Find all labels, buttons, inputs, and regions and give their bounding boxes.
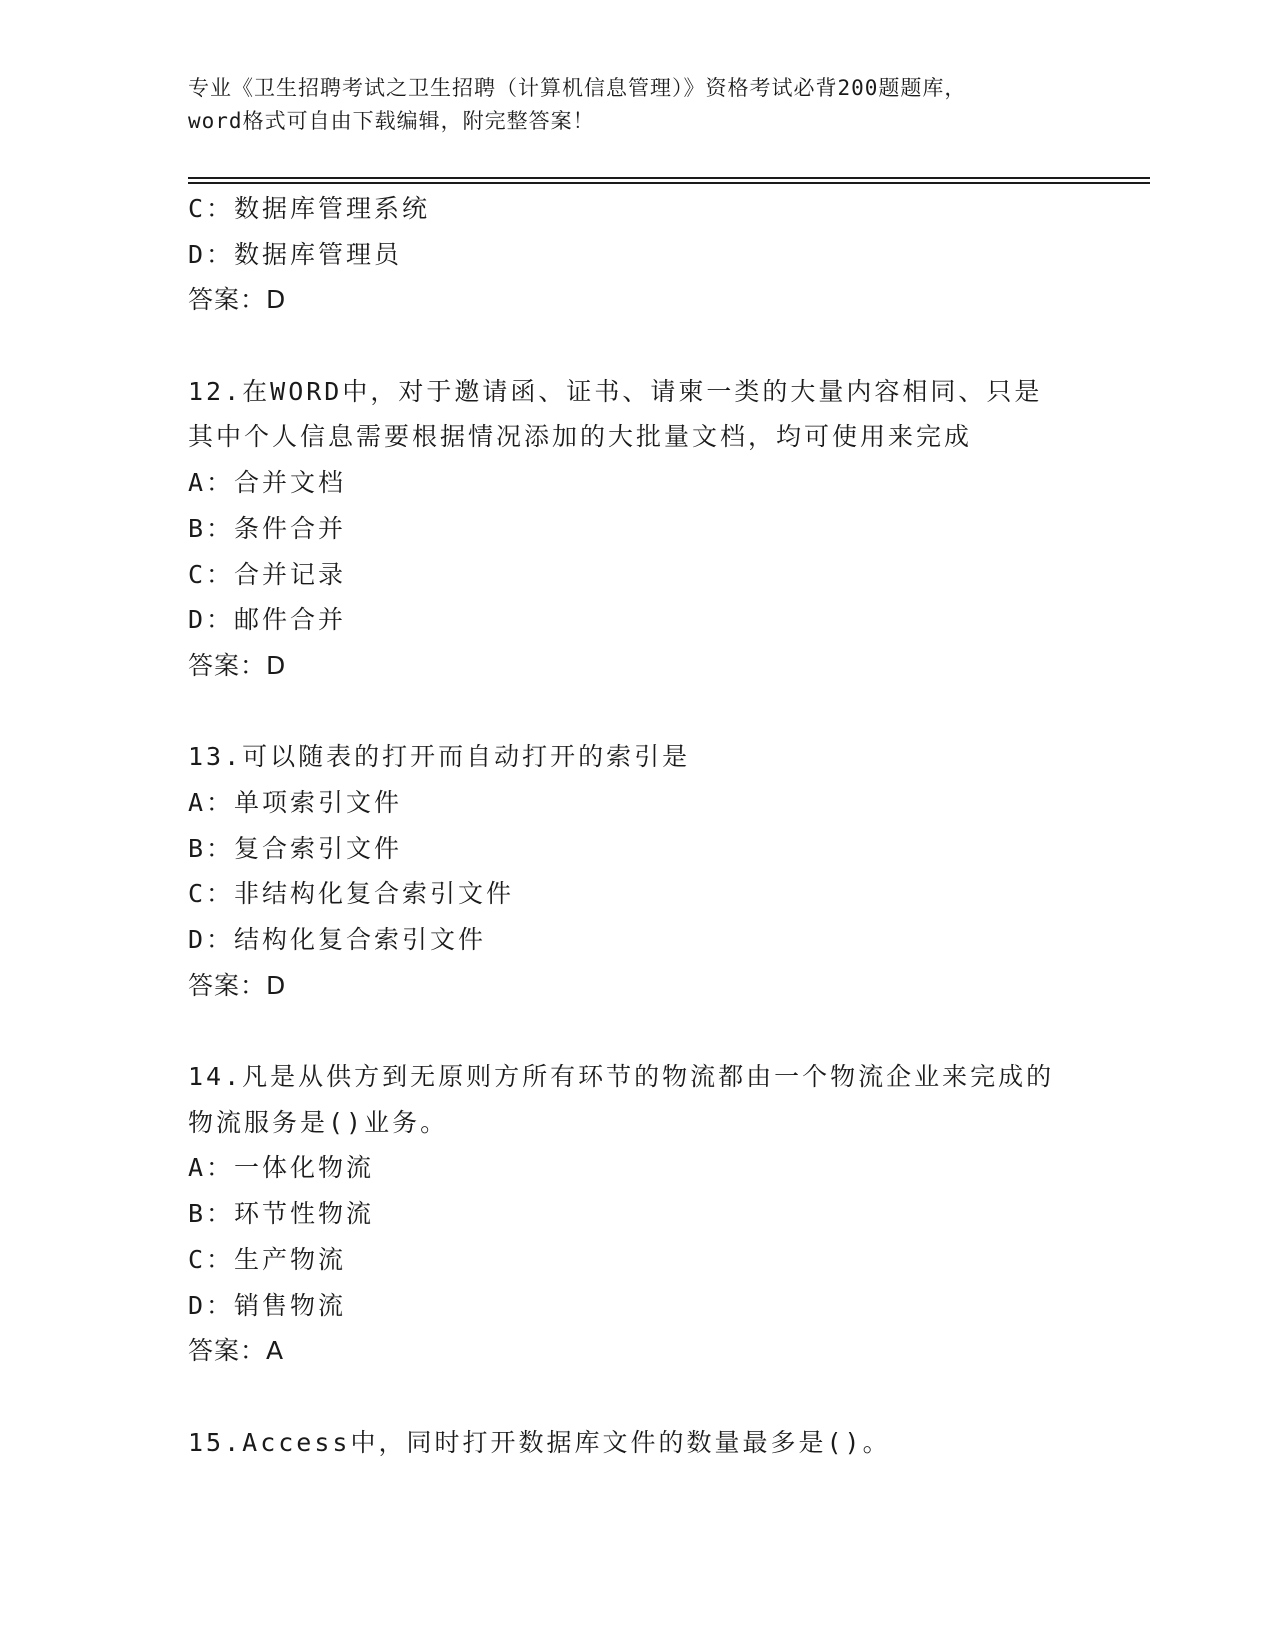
question-stem: 物流服务是()业务。 [188, 1107, 449, 1137]
header-divider-top [188, 177, 1150, 179]
question-stem: 其中个人信息需要根据情况添加的大批量文档，均可使用来完成 [188, 422, 973, 452]
option-d: D：数据库管理员 [188, 239, 403, 269]
question-stem: 15.Access中，同时打开数据库文件的数量最多是()。 [188, 1427, 891, 1457]
option-a: A：合并文档 [188, 468, 347, 498]
option-c: C：非结构化复合索引文件 [188, 879, 515, 909]
option-c: C：数据库管理系统 [188, 194, 431, 223]
option-d: D：销售物流 [188, 1290, 347, 1320]
question-stem: 14.凡是从供方到无原则方所有环节的物流都由一个物流企业来完成的 [188, 1062, 1055, 1092]
document-header [188, 72, 1088, 138]
question-11 [188, 186, 1088, 323]
question-list [188, 186, 1088, 1465]
option-b: B：条件合并 [188, 513, 347, 543]
question-stem: 12.在WORD中，对于邀请函、证书、请柬一类的大量内容相同、只是 [188, 376, 1043, 406]
answer: 答案：D [188, 285, 287, 315]
question-13 [188, 734, 1088, 1008]
answer: 答案：D [188, 970, 287, 1000]
option-d: D：邮件合并 [188, 605, 347, 635]
question-14 [188, 1054, 1088, 1374]
question-15 [188, 1420, 1088, 1466]
answer: 答案：A [188, 1336, 285, 1366]
header-line-1: 专业《卫生招聘考试之卫生招聘（计算机信息管理）》资格考试必背200题题库， [188, 76, 967, 100]
answer: 答案：D [188, 650, 287, 680]
option-b: B：环节性物流 [188, 1199, 375, 1229]
question-stem: 13.可以随表的打开而自动打开的索引是 [188, 742, 691, 772]
option-a: A：单项索引文件 [188, 787, 403, 817]
question-12 [188, 369, 1088, 689]
header-divider-bottom [188, 182, 1150, 184]
option-d: D：结构化复合索引文件 [188, 925, 487, 954]
option-b: B：复合索引文件 [188, 833, 403, 863]
header-line-2: word格式可自由下载编辑，附完整答案！ [188, 109, 595, 133]
option-c: C：合并记录 [188, 559, 347, 589]
option-a: A：一体化物流 [188, 1153, 375, 1183]
option-c: C：生产物流 [188, 1244, 347, 1274]
